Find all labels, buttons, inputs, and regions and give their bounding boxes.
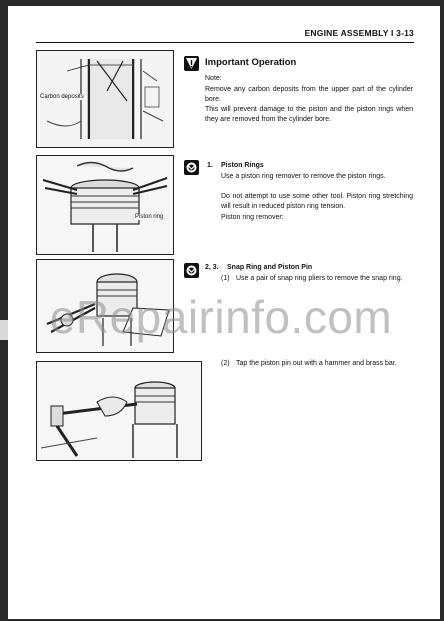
step1-line3: Piston ring remover: xyxy=(221,214,284,221)
figure-hammer-brass-bar xyxy=(36,361,202,461)
label-piston-ring: Piston ring xyxy=(135,214,164,220)
note-text-1: Remove any carbon deposits from the upper part of the cylinder bore. xyxy=(205,86,413,103)
step1-line2: Do not attempt to use some other tool. Piston ring stretching will result in reduced piston ring tension. xyxy=(221,193,413,210)
step2-sub1-number: (1) xyxy=(221,275,230,282)
note-label: Note: xyxy=(205,75,222,82)
step2-sub1-text: Use a pair of snap ring pliers to remove the snap ring. xyxy=(236,275,403,282)
step1-title: Piston Rings xyxy=(221,162,264,169)
step2-sub2-text: Tap the piston pin out with a hammer and brass bar. xyxy=(236,360,397,367)
label-carbon-deposits: Carbon deposits xyxy=(40,94,84,100)
header-title: ENGINE ASSEMBLY I 3-13 xyxy=(304,28,414,38)
note-text-2: This will prevent damage to the piston and the piston rings when they are removed from the cylinder bore. xyxy=(205,106,413,123)
wrench-tool-icon xyxy=(184,263,199,278)
step1-line1: Use a piston ring remover to remove the piston rings. xyxy=(221,173,386,180)
important-operation-title: Important Operation xyxy=(205,57,297,68)
wrench-tool-icon xyxy=(184,160,199,175)
figure-piston-ring-removal xyxy=(36,155,174,255)
page-header xyxy=(36,22,414,43)
page-edge-shadow xyxy=(0,320,8,340)
hammer-brass-bar-illustration xyxy=(37,362,201,460)
step2-title: Snap Ring and Piston Pin xyxy=(227,264,313,271)
step1-number: 1. xyxy=(207,162,213,169)
exclamation-triangle-icon xyxy=(184,56,199,71)
step2-number: 2, 3. xyxy=(205,264,219,271)
watermark: eRepairinfo.com xyxy=(49,291,393,343)
step2-sub2-number: (2) xyxy=(221,360,230,367)
piston-ring-removal-illustration xyxy=(37,156,173,254)
